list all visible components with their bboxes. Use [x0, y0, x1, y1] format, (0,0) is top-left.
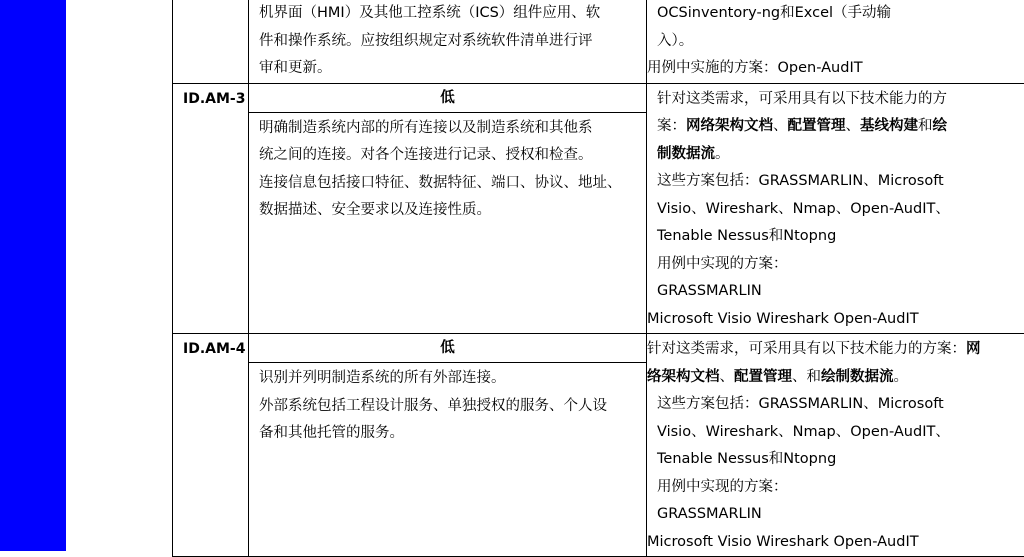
sol-text: 。	[894, 369, 909, 385]
requirement-id: ID.AM-4	[173, 334, 248, 364]
solution-cell	[647, 83, 1024, 334]
requirement-id: ID.AM-3	[173, 84, 248, 114]
capability-dataflow-part: 制数据流	[657, 146, 715, 162]
table-row-id-am-4	[173, 334, 1024, 557]
desc-line: 机界面（HMI）及其他工控系统（ICS）组件应用、软	[259, 0, 636, 28]
sol-capabilities	[647, 113, 1022, 141]
capability-configuration-management: 配置管理	[734, 369, 792, 385]
sol-usecase: Microsoft Visio Wireshark Open-AudIT	[647, 529, 1022, 557]
table-row-id-am-3	[173, 83, 1024, 334]
sol-text: 。	[715, 146, 730, 162]
sol-line: OCSinventory-ng和Excel（手动输	[647, 0, 1022, 28]
capability-dataflow-part: 绘	[933, 118, 948, 134]
sol-solutions: Visio、Wireshark、Nmap、Open-AudIT、	[647, 419, 1022, 447]
sol-text: 和	[918, 118, 933, 134]
sol-solutions: Visio、Wireshark、Nmap、Open-AudIT、	[647, 196, 1022, 224]
sol-solutions: Tenable Nessus和Ntopng	[647, 223, 1022, 251]
desc-line: 外部系统包括工程设计服务、单独授权的服务、个人设	[259, 393, 636, 421]
sol-capabilities	[647, 364, 1022, 392]
sol-text: 、和	[792, 369, 821, 385]
sol-usecase: GRASSMARLIN	[647, 278, 1022, 306]
sol-intro	[647, 336, 1022, 364]
sol-text: 、	[846, 118, 861, 134]
sol-line: 用例中实施的方案：Open-AudIT	[647, 55, 1022, 83]
sol-text: 、	[720, 369, 735, 385]
sol-usecase-label: 用例中实现的方案：	[647, 474, 1022, 502]
sol-text: 、	[773, 118, 788, 134]
sol-usecase: GRASSMARLIN	[647, 501, 1022, 529]
requirements-table	[172, 0, 1024, 557]
capability-configuration-management: 配置管理	[788, 118, 846, 134]
capability-network-architecture-part: 络架构文档	[647, 369, 720, 385]
capability-baseline: 基线构建	[860, 118, 918, 134]
sol-solutions: 这些方案包括：GRASSMARLIN、Microsoft	[647, 391, 1022, 419]
desc-line: 统之间的连接。对各个连接进行记录、授权和检查。	[259, 142, 636, 170]
desc-line: 件和操作系统。应按组织规定对系统软件清单进行评	[259, 28, 636, 56]
sol-line: 入）。	[647, 28, 1022, 56]
capability-network-architecture: 网络架构文档	[686, 118, 773, 134]
description-cell	[249, 83, 647, 334]
desc-line: 审和更新。	[259, 55, 636, 83]
sol-text: 针对这类需求，可采用具有以下技术能力的方案：	[647, 341, 966, 357]
desc-line: 识别并列明制造系统的所有外部连接。	[259, 365, 636, 393]
capability-dataflow: 绘制数据流	[821, 369, 894, 385]
sol-intro: 针对这类需求，可采用具有以下技术能力的方	[647, 86, 1022, 114]
capability-network-architecture-part: 网	[966, 341, 981, 357]
desc-line: 明确制造系统内部的所有连接以及制造系统和其他系	[259, 115, 636, 143]
sol-solutions: 这些方案包括：GRASSMARLIN、Microsoft	[647, 168, 1022, 196]
id-cell	[173, 83, 249, 334]
desc-line: 数据描述、安全要求以及连接性质。	[259, 197, 636, 225]
desc-line: 连接信息包括接口特征、数据特征、端口、协议、地址、	[259, 170, 636, 198]
desc-line: 备和其他托管的服务。	[259, 420, 636, 448]
sol-usecase-label: 用例中实现的方案：	[647, 251, 1022, 279]
id-cell	[173, 334, 249, 557]
sol-solutions: Tenable Nessus和Ntopng	[647, 446, 1022, 474]
description-cell	[249, 0, 647, 83]
description-cell	[249, 334, 647, 557]
priority-level: 低	[249, 84, 646, 113]
id-cell-empty	[173, 0, 249, 83]
sol-capabilities-cont	[647, 141, 1022, 169]
sol-usecase: Microsoft Visio Wireshark Open-AudIT	[647, 306, 1022, 334]
table-row-continued	[173, 0, 1024, 83]
left-color-bar	[0, 0, 66, 551]
solution-cell	[647, 334, 1024, 557]
priority-level: 低	[249, 334, 646, 363]
solution-cell	[647, 0, 1024, 83]
sol-text: 案：	[657, 118, 686, 134]
